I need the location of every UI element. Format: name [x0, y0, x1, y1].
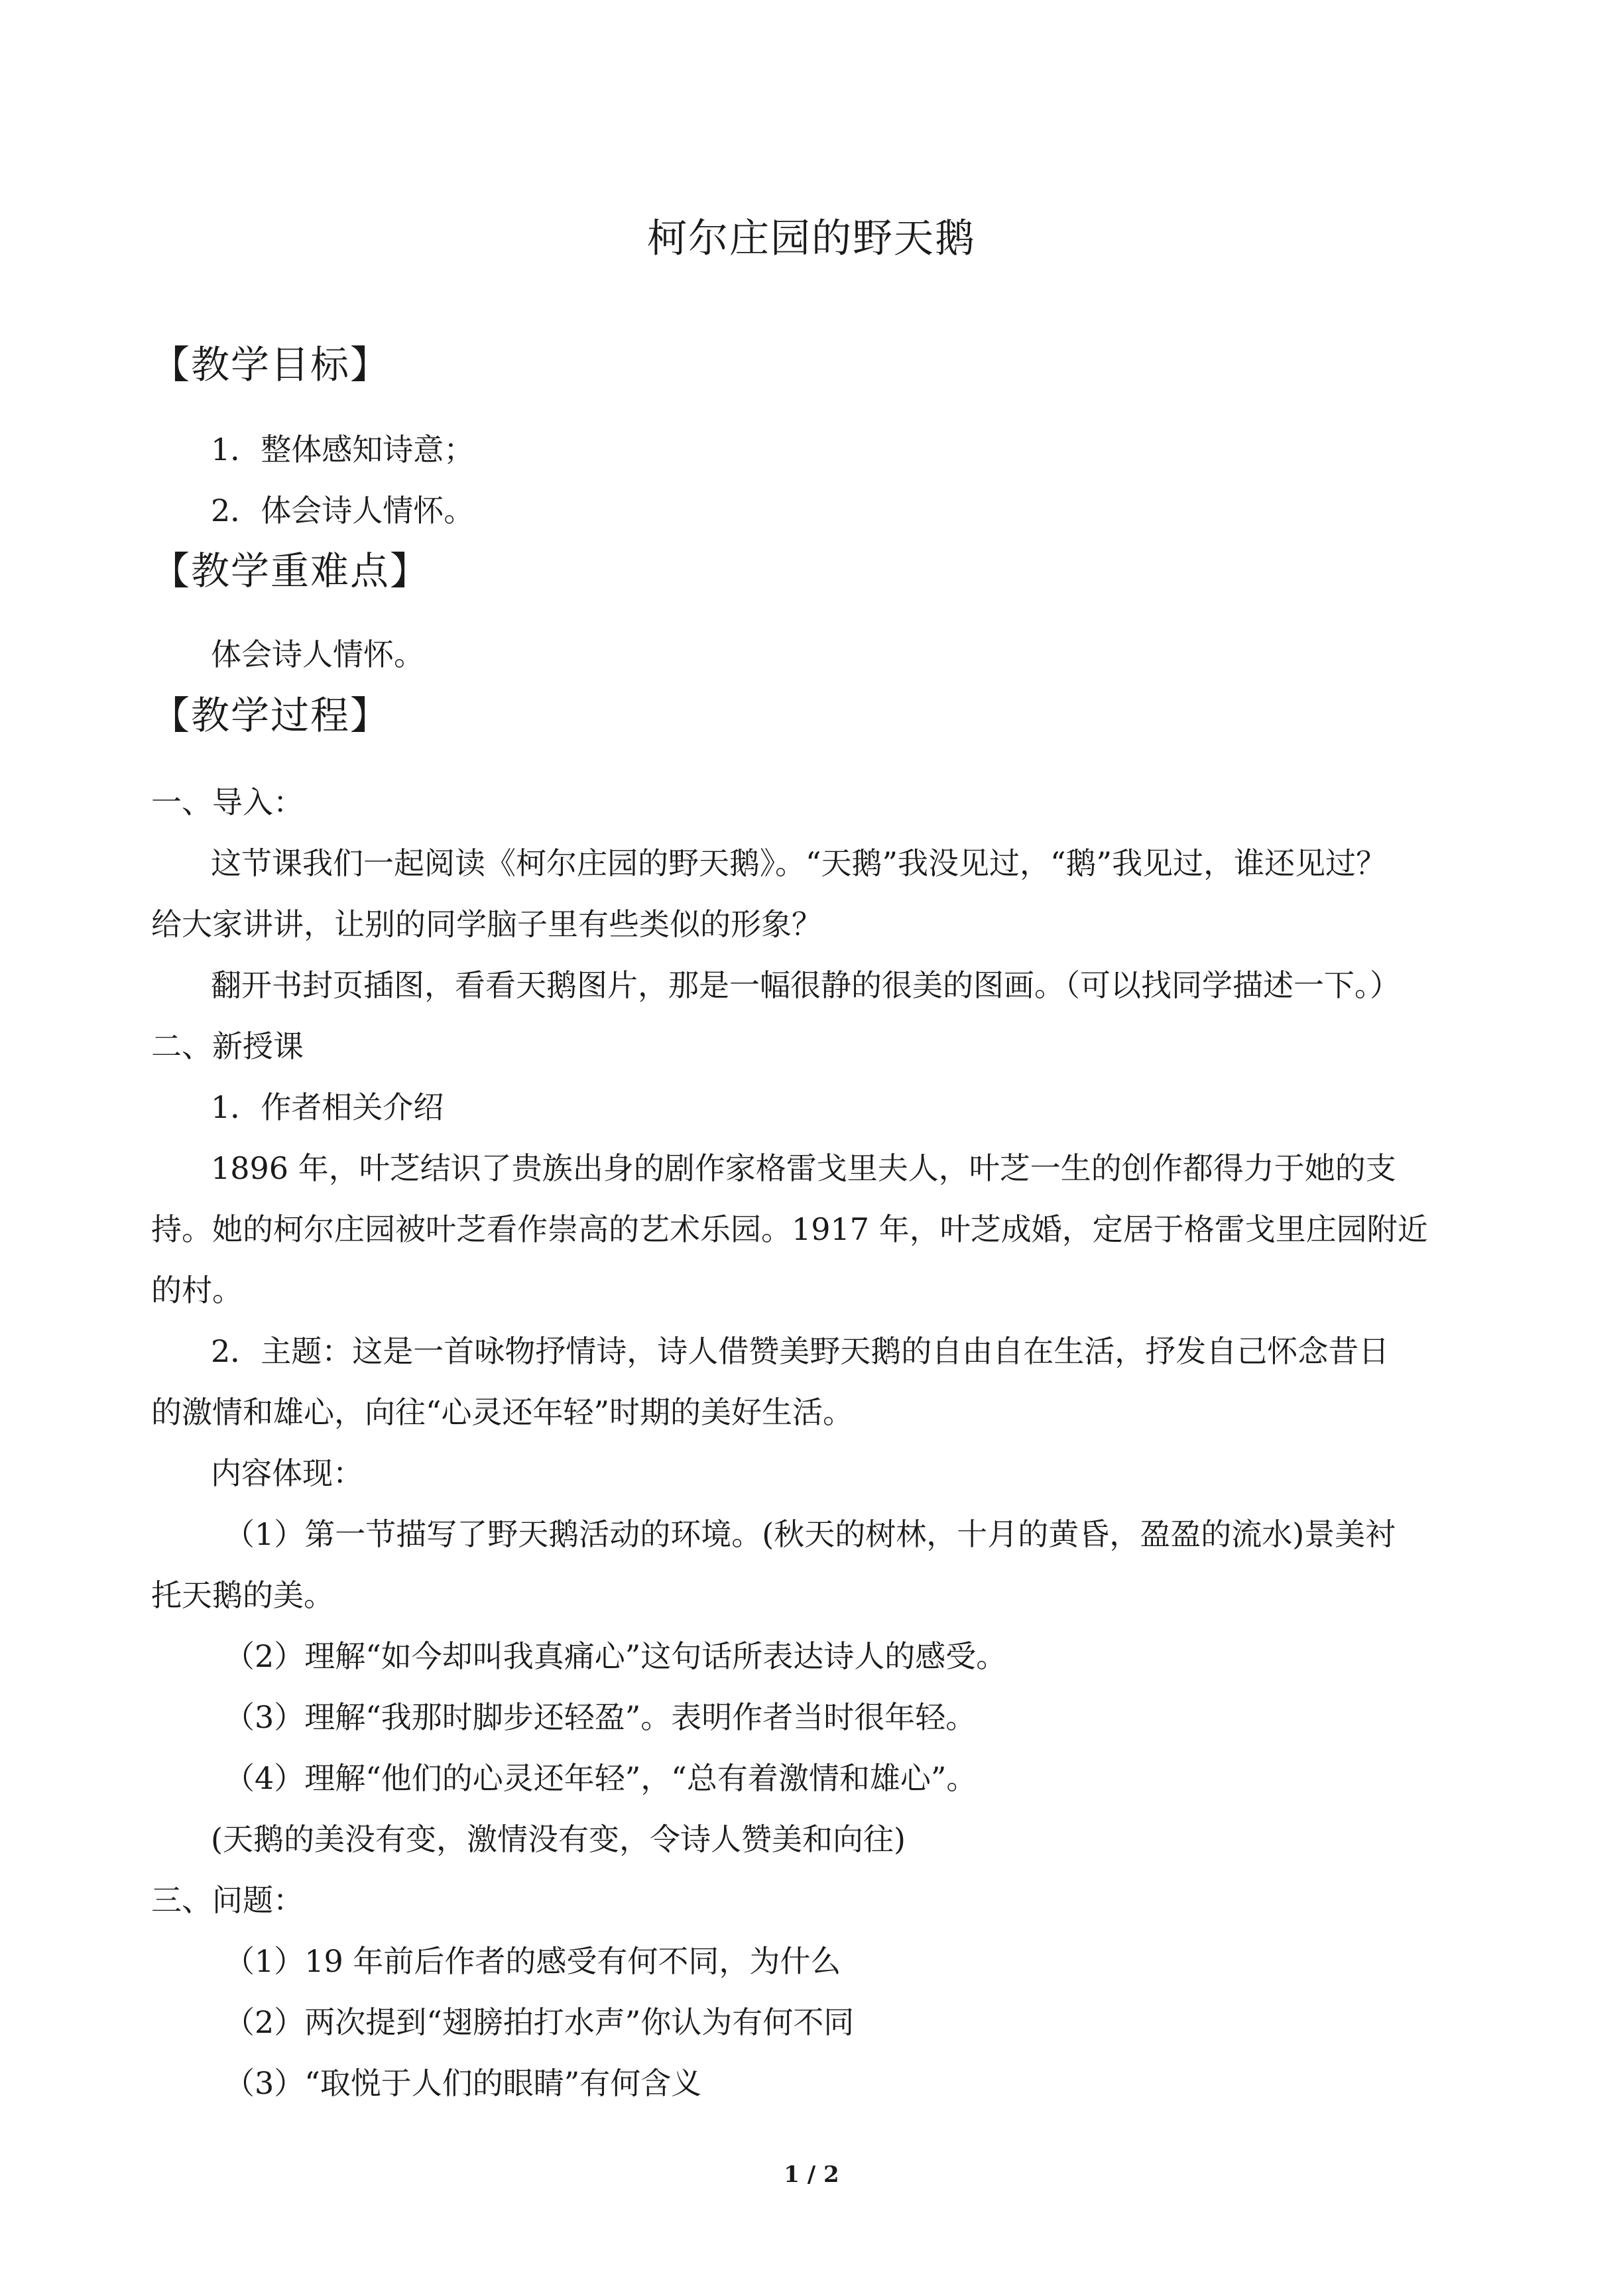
part2-content-4: （4）理解“他们的心灵还年轻”，“总有着激情和雄心”。 [224, 1760, 977, 1796]
part3-title: 三、问题： [151, 1882, 304, 1918]
part2-item1: 1．作者相关介绍 [211, 1089, 444, 1125]
part2-bio-line2: 持。她的柯尔庄园被叶芝看作崇高的艺术乐园。1917 年，叶芝成婚，定居于格雷戈里庄园附近 [151, 1211, 1428, 1247]
page-number: 1 / 2 [784, 2161, 839, 2188]
part2-theme-line2: 的激情和雄心，向往“心灵还年轻”时期的美好生活。 [151, 1394, 854, 1430]
part2-content-3: （3）理解“我那时脚步还轻盈”。表明作者当时很年轻。 [224, 1699, 977, 1735]
part2-summary: (天鹅的美没有变，激情没有变，令诗人赞美和向往) [211, 1821, 906, 1857]
objective-item-2: 2．体会诗人情怀。 [211, 493, 475, 528]
part1-paragraph1-line1: 这节课我们一起阅读《柯尔庄园的野天鹅》。“天鹅”我没见过，“鹅”我见过，谁还见过？ [211, 845, 1387, 881]
part2-title: 二、新授课 [151, 1028, 304, 1064]
page-title: 柯尔庄园的野天鹅 [647, 215, 976, 262]
part2-content-1-line1: （1）第一节描写了野天鹅活动的环境。(秋天的树林，十月的黄昏，盈盈的流水)景美衬 [224, 1516, 1396, 1552]
part3-question-2: （2）两次提到“翅膀拍打水声”你认为有何不同 [224, 2004, 855, 2040]
heading-objectives: 【教学目标】 [151, 342, 391, 387]
part2-content-1-line2: 托天鹅的美。 [151, 1577, 334, 1613]
objective-item-1: 1．整体感知诗意； [211, 432, 475, 467]
heading-process: 【教学过程】 [151, 693, 391, 738]
part2-bio-line1: 1896 年，叶芝结识了贵族出身的剧作家格雷戈里夫人，叶芝一生的创作都得力于她的支 [211, 1150, 1396, 1186]
part1-paragraph1-line2: 给大家讲讲，让别的同学脑子里有些类似的形象？ [151, 906, 822, 942]
part2-content-title: 内容体现： [211, 1455, 363, 1491]
part3-question-3: （3）“取悦于人们的眼睛”有何含义 [224, 2065, 702, 2101]
part1-title: 一、导入： [151, 784, 304, 820]
part2-theme-line1: 2．主题：这是一首咏物抒情诗，诗人借赞美野天鹅的自由自在生活，抒发自己怀念昔日 [211, 1333, 1390, 1369]
key-points-text: 体会诗人情怀。 [211, 636, 424, 672]
part3-question-1: （1）19 年前后作者的感受有何不同，为什么 [224, 1943, 841, 1979]
part2-content-2: （2）理解“如今却叫我真痛心”这句话所表达诗人的感受。 [224, 1638, 1007, 1674]
part2-bio-line3: 的村。 [151, 1272, 243, 1308]
part1-paragraph2: 翻开书封页插图，看看天鹅图片，那是一幅很静的很美的图画。（可以找同学描述一下。） [211, 967, 1400, 1003]
heading-key-points: 【教学重难点】 [151, 548, 430, 593]
